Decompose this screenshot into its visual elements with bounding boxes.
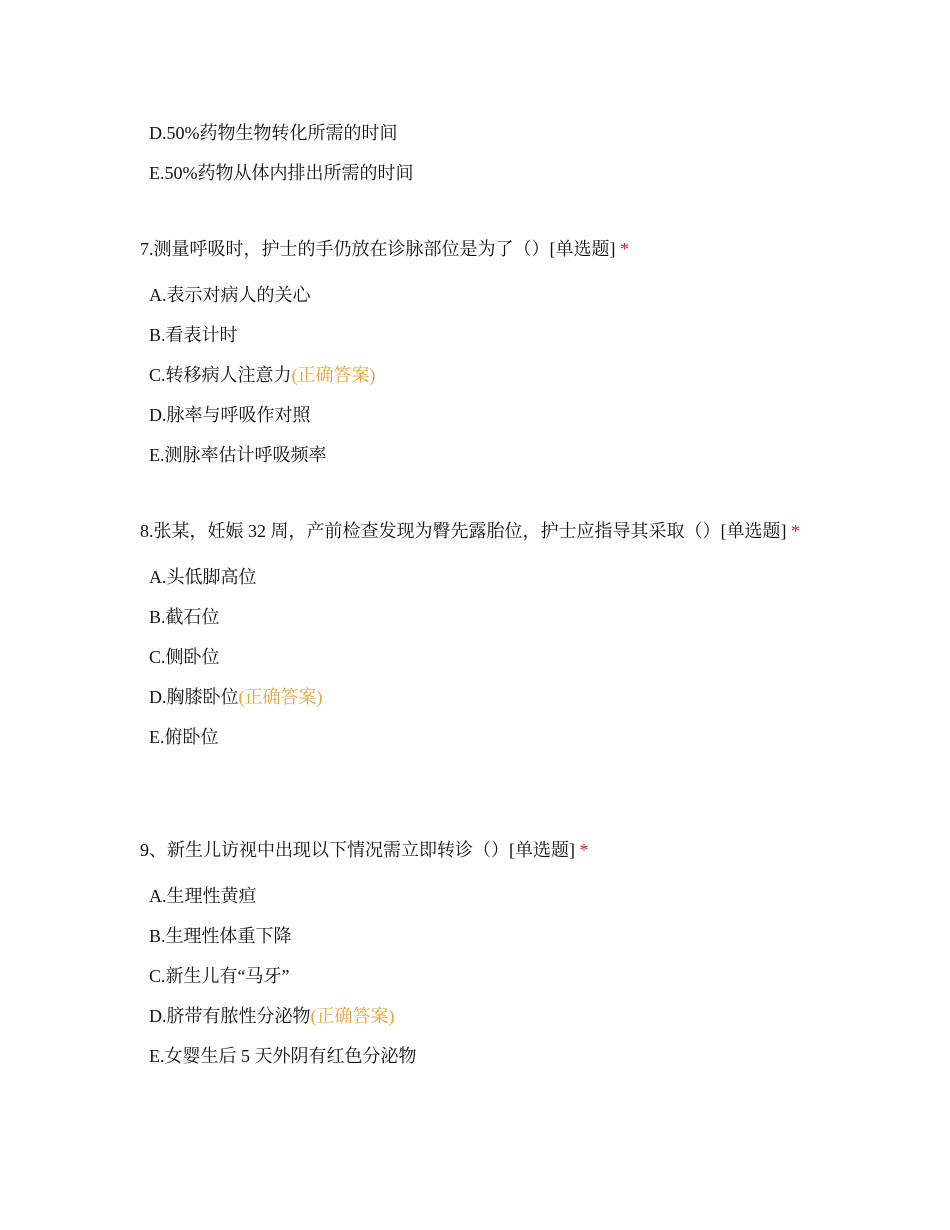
option-text: E.女婴生后 5 天外阴有红色分泌物 [149,1046,417,1066]
required-mark: * [791,521,800,541]
option-text: D.脉率与呼吸作对照 [149,405,311,425]
option-b [149,315,800,355]
question-text: 7.测量呼吸时，护士的手仍放在诊脉部位是为了（）[单选题] [140,239,616,259]
option-text: B.看表计时 [149,325,238,345]
option-a [149,275,800,315]
question-9 [140,831,800,1076]
option-a [149,876,800,916]
option-text: C.侧卧位 [149,647,220,667]
option-text: A.头低脚高位 [149,567,257,587]
option-d [149,113,800,153]
option-e [149,717,800,757]
option-text: C.转移病人注意力 [149,365,292,385]
option-text: B.生理性体重下降 [149,926,292,946]
option-text: D.脐带有脓性分泌物 [149,1006,311,1026]
required-mark: * [620,239,629,259]
question-title [140,230,800,268]
option-e [149,153,800,193]
required-mark: * [579,840,589,860]
option-text: A.生理性黄疸 [149,886,257,906]
option-d [149,395,800,435]
question-7 [140,230,800,475]
option-d [149,996,800,1036]
option-b [149,916,800,956]
question-8 [140,512,800,757]
question-title [140,512,800,550]
option-c [149,956,800,996]
question-fragment [140,113,800,193]
option-c [149,355,800,395]
option-text: D.胸膝卧位 [149,687,239,707]
correct-answer-tag: (正确答案) [291,365,376,385]
option-c [149,637,800,677]
option-text: E.俯卧位 [149,727,219,747]
option-text: C.新生儿有“马牙” [149,966,290,986]
option-text: D.50%药物生物转化所需的时间 [149,123,398,143]
question-text: 8.张某，妊娠 32 周，产前检查发现为臀先露胎位，护士应指导其采取（）[单选题] [140,521,787,541]
option-text: E.测脉率估计呼吸频率 [149,445,327,465]
question-title [140,831,800,869]
option-e [149,1036,800,1076]
option-e [149,435,800,475]
correct-answer-tag: (正确答案) [238,687,323,707]
question-text: 9、新生儿访视中出现以下情况需立即转诊（）[单选题] [140,840,575,860]
option-b [149,597,800,637]
option-a [149,557,800,597]
correct-answer-tag: (正确答案) [310,1006,395,1026]
option-text: E.50%药物从体内排出所需的时间 [149,163,414,183]
option-text: A.表示对病人的关心 [149,285,311,305]
option-d [149,677,800,717]
option-text: B.截石位 [149,607,220,627]
